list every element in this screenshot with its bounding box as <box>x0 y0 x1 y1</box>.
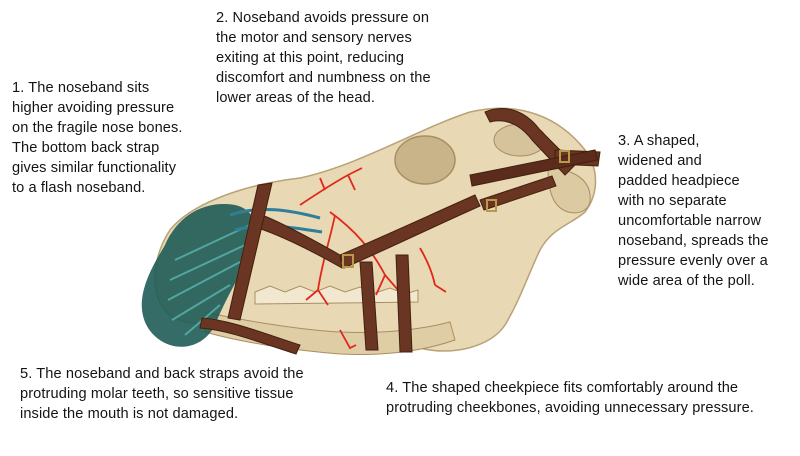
annotation-3-line: padded headpiece <box>618 173 740 189</box>
annotation-1-line: The bottom back strap <box>12 140 160 156</box>
annotation-2-line: the motor and sensory nerves <box>216 30 412 46</box>
annotation-2-line: lower areas of the head. <box>216 90 375 106</box>
annotation-4-cheekpiece <box>386 378 754 418</box>
annotation-3-line: wide area of the poll. <box>618 273 755 289</box>
annotation-2-line: exiting at this point, reducing <box>216 50 405 66</box>
annotation-5-line: protruding molar teeth, so sensitive tissue <box>20 386 294 402</box>
annotation-3-line: with no separate <box>618 193 727 209</box>
annotation-2-nerve-pressure <box>216 8 431 108</box>
annotation-1-noseband-height <box>12 78 183 198</box>
annotation-2-line: discomfort and numbness on the <box>216 70 431 86</box>
eye-orbit <box>395 136 455 184</box>
annotation-3-line: 3. A shaped, <box>618 133 700 149</box>
annotation-3-line: widened and <box>618 153 702 169</box>
annotation-3-headpiece <box>618 131 769 291</box>
annotation-1-line: gives similar functionality <box>12 160 177 176</box>
annotation-1-line: higher avoiding pressure <box>12 100 175 116</box>
annotation-5-line: inside the mouth is not damaged. <box>20 406 239 422</box>
annotation-5-molar-teeth <box>20 364 304 424</box>
annotation-5-line: 5. The noseband and back straps avoid the <box>20 366 304 382</box>
annotation-4-line: protruding cheekbones, avoiding unnecessary pressure. <box>386 400 754 416</box>
annotation-3-line: pressure evenly over a <box>618 253 768 269</box>
annotation-1-line: 1. The noseband sits <box>12 80 150 96</box>
annotation-2-line: 2. Noseband avoids pressure on <box>216 10 430 26</box>
annotation-3-line: uncomfortable narrow <box>618 213 762 229</box>
annotation-1-line: on the fragile nose bones. <box>12 120 183 136</box>
annotation-1-line: to a flash noseband. <box>12 180 146 196</box>
annotation-4-line: 4. The shaped cheekpiece fits comfortably around the <box>386 380 739 396</box>
annotation-3-line: noseband, spreads the <box>618 233 769 249</box>
